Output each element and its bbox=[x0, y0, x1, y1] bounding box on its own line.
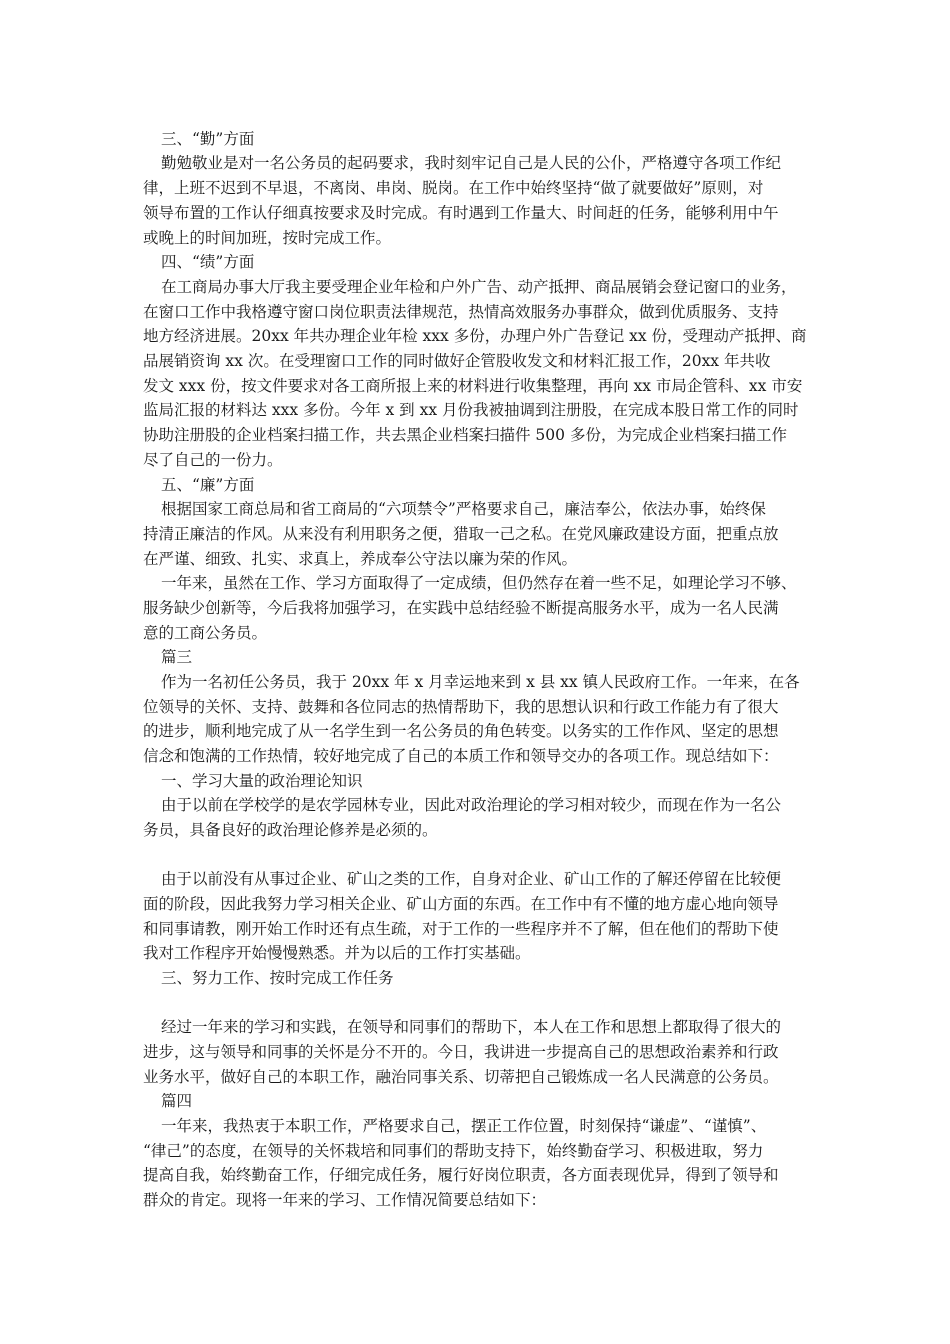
text-line: 务员，具备良好的政治理论修养是必须的。 bbox=[143, 821, 438, 839]
text-line: 监局汇报的材料达 xxx 多份。今年 x 到 xx 月份我被抽调到注册股，在完成本股日常工作的同时 bbox=[143, 401, 799, 419]
text-line: 位领导的关怀、支持、鼓舞和各位同志的热情帮助下，我的思想认识和行政工作能力有了很大 bbox=[143, 698, 779, 716]
section-heading: 四、“绩”方面 bbox=[161, 253, 255, 271]
text-line: 服务缺少创新等，今后我将加强学习，在实践中总结经验不断提高服务水平，成为一名人民满 bbox=[143, 599, 779, 617]
text-line: 品展销资询 xx 次。在受理窗口工作的同时做好企管股收发文和材料汇报工作，20xx 年共收 bbox=[143, 352, 771, 370]
text-line: 根据国家工商总局和省工商局的“六项禁令”严格要求自己，廉洁奉公，依法办事，始终保 bbox=[161, 500, 766, 518]
text-line: 一年来，虽然在工作、学习方面取得了一定成绩，但仍然存在着一些不足，如理论学习不够、 bbox=[161, 574, 797, 592]
text-line: 在窗口工作中我格遵守窗口岗位职责法律规范，热情高效服务办事群众，做到优质服务、支持 bbox=[143, 303, 779, 321]
text-line: 信念和饱满的工作热情，较好地完成了自己的本质工作和领导交办的各项工作。现总结如下： bbox=[143, 747, 779, 765]
text-line: 协助注册股的企业档案扫描工作，共去黑企业档案扫描件 500 多份，为完成企业档案扫描工作 bbox=[143, 426, 787, 444]
text-line: 由于以前没有从事过企业、矿山之类的工作，自身对企业、矿山工作的了解还停留在比较便 bbox=[161, 870, 782, 888]
section-heading: 三、努力工作、按时完成工作任务 bbox=[161, 969, 394, 987]
text-line: 意的工商公务员。 bbox=[143, 624, 268, 642]
text-line: 作为一名初任公务员，我于 20xx 年 x 月幸运地来到 x 县 xx 镇人民政府工作。一年来，在各 bbox=[161, 673, 800, 691]
text-line: 群众的肯定。现将一年来的学习、工作情况简要总结如下： bbox=[143, 1191, 547, 1209]
text-line: 经过一年来的学习和实践，在领导和同事们的帮助下，本人在工作和思想上都取得了很大的 bbox=[161, 1018, 782, 1036]
section-heading: 篇四 bbox=[161, 1092, 193, 1110]
text-line: 一年来，我热衷于本职工作，严格要求自己，摆正工作位置，时刻保持“谦虚”、“谨慎”、 bbox=[161, 1117, 767, 1135]
text-line: 面的阶段，因此我努力学习相关企业、矿山方面的东西。在工作中有不懂的地方虚心地向领导 bbox=[143, 895, 779, 913]
section-heading: 一、学习大量的政治理论知识 bbox=[161, 772, 363, 790]
text-line: 和同事请教，刚开始工作时还有点生疏，对于工作的一些程序并不了解，但在他们的帮助下使 bbox=[143, 920, 779, 938]
text-line: 由于以前在学校学的是农学园林专业，因此对政治理论的学习相对较少，而现在作为一名公 bbox=[161, 796, 782, 814]
section-heading: 篇三 bbox=[161, 648, 193, 666]
text-line: 在严谨、细致、扎实、求真上，养成奉公守法以廉为荣的作风。 bbox=[143, 550, 578, 568]
text-line: 发文 xxx 份，按文件要求对各工商所报上来的材料进行收集整理，再向 xx 市局企管科、xx 市安 bbox=[143, 377, 803, 395]
text-line: 地方经济进展。20xx 年共办理企业年检 xxx 多份，办理户外广告登记 xx 份，受理动产抵押、商 bbox=[143, 327, 807, 345]
text-line: 的进步，顺利地完成了从一名学生到一名公务员的角色转变。以务实的工作作风、坚定的思想 bbox=[143, 722, 779, 740]
text-line: “律己”的态度，在领导的关怀栽培和同事们的帮助支持下，始终勤奋学习、积极进取，努力 bbox=[143, 1142, 764, 1160]
text-line: 律，上班不迟到不早退，不离岗、串岗、脱岗。在工作中始终坚持“做了就要做好”原则，对 bbox=[143, 179, 764, 197]
text-line: 业务水平，做好自己的本职工作，融治同事关系、切蒂把自己锻炼成一名人民满意的公务员。 bbox=[143, 1068, 779, 1086]
text-line: 尽了自己的一份力。 bbox=[143, 451, 283, 469]
text-line: 持清正廉洁的作风。从来没有利用职务之便，猎取一己之私。在党风廉政建设方面，把重点放 bbox=[143, 525, 779, 543]
text-line: 我对工作程序开始慢慢熟悉。并为以后的工作打实基础。 bbox=[143, 944, 531, 962]
text-line: 领导布置的工作认仔细真按要求及时完成。有时遇到工作量大、时间赶的任务，能够利用中午 bbox=[143, 204, 779, 222]
text-line: 或晚上的时间加班，按时完成工作。 bbox=[143, 229, 392, 247]
text-line: 提高自我，始终勤奋工作，仔细完成任务，履行好岗位职责，各方面表现优异，得到了领导和 bbox=[143, 1166, 779, 1184]
text-line: 在工商局办事大厅我主要受理企业年检和户外广告、动产抵押、商品展销会登记窗口的业务， bbox=[161, 278, 797, 296]
text-line: 进步，这与领导和同事的关怀是分不开的。今日，我讲进一步提高自己的思想政治素养和行政 bbox=[143, 1043, 779, 1061]
text-line: 勤勉敬业是对一名公务员的起码要求，我时刻牢记自己是人民的公仆，严格遵守各项工作纪 bbox=[161, 154, 782, 172]
section-heading: 三、“勤”方面 bbox=[161, 130, 255, 148]
section-heading: 五、“廉”方面 bbox=[161, 476, 255, 494]
